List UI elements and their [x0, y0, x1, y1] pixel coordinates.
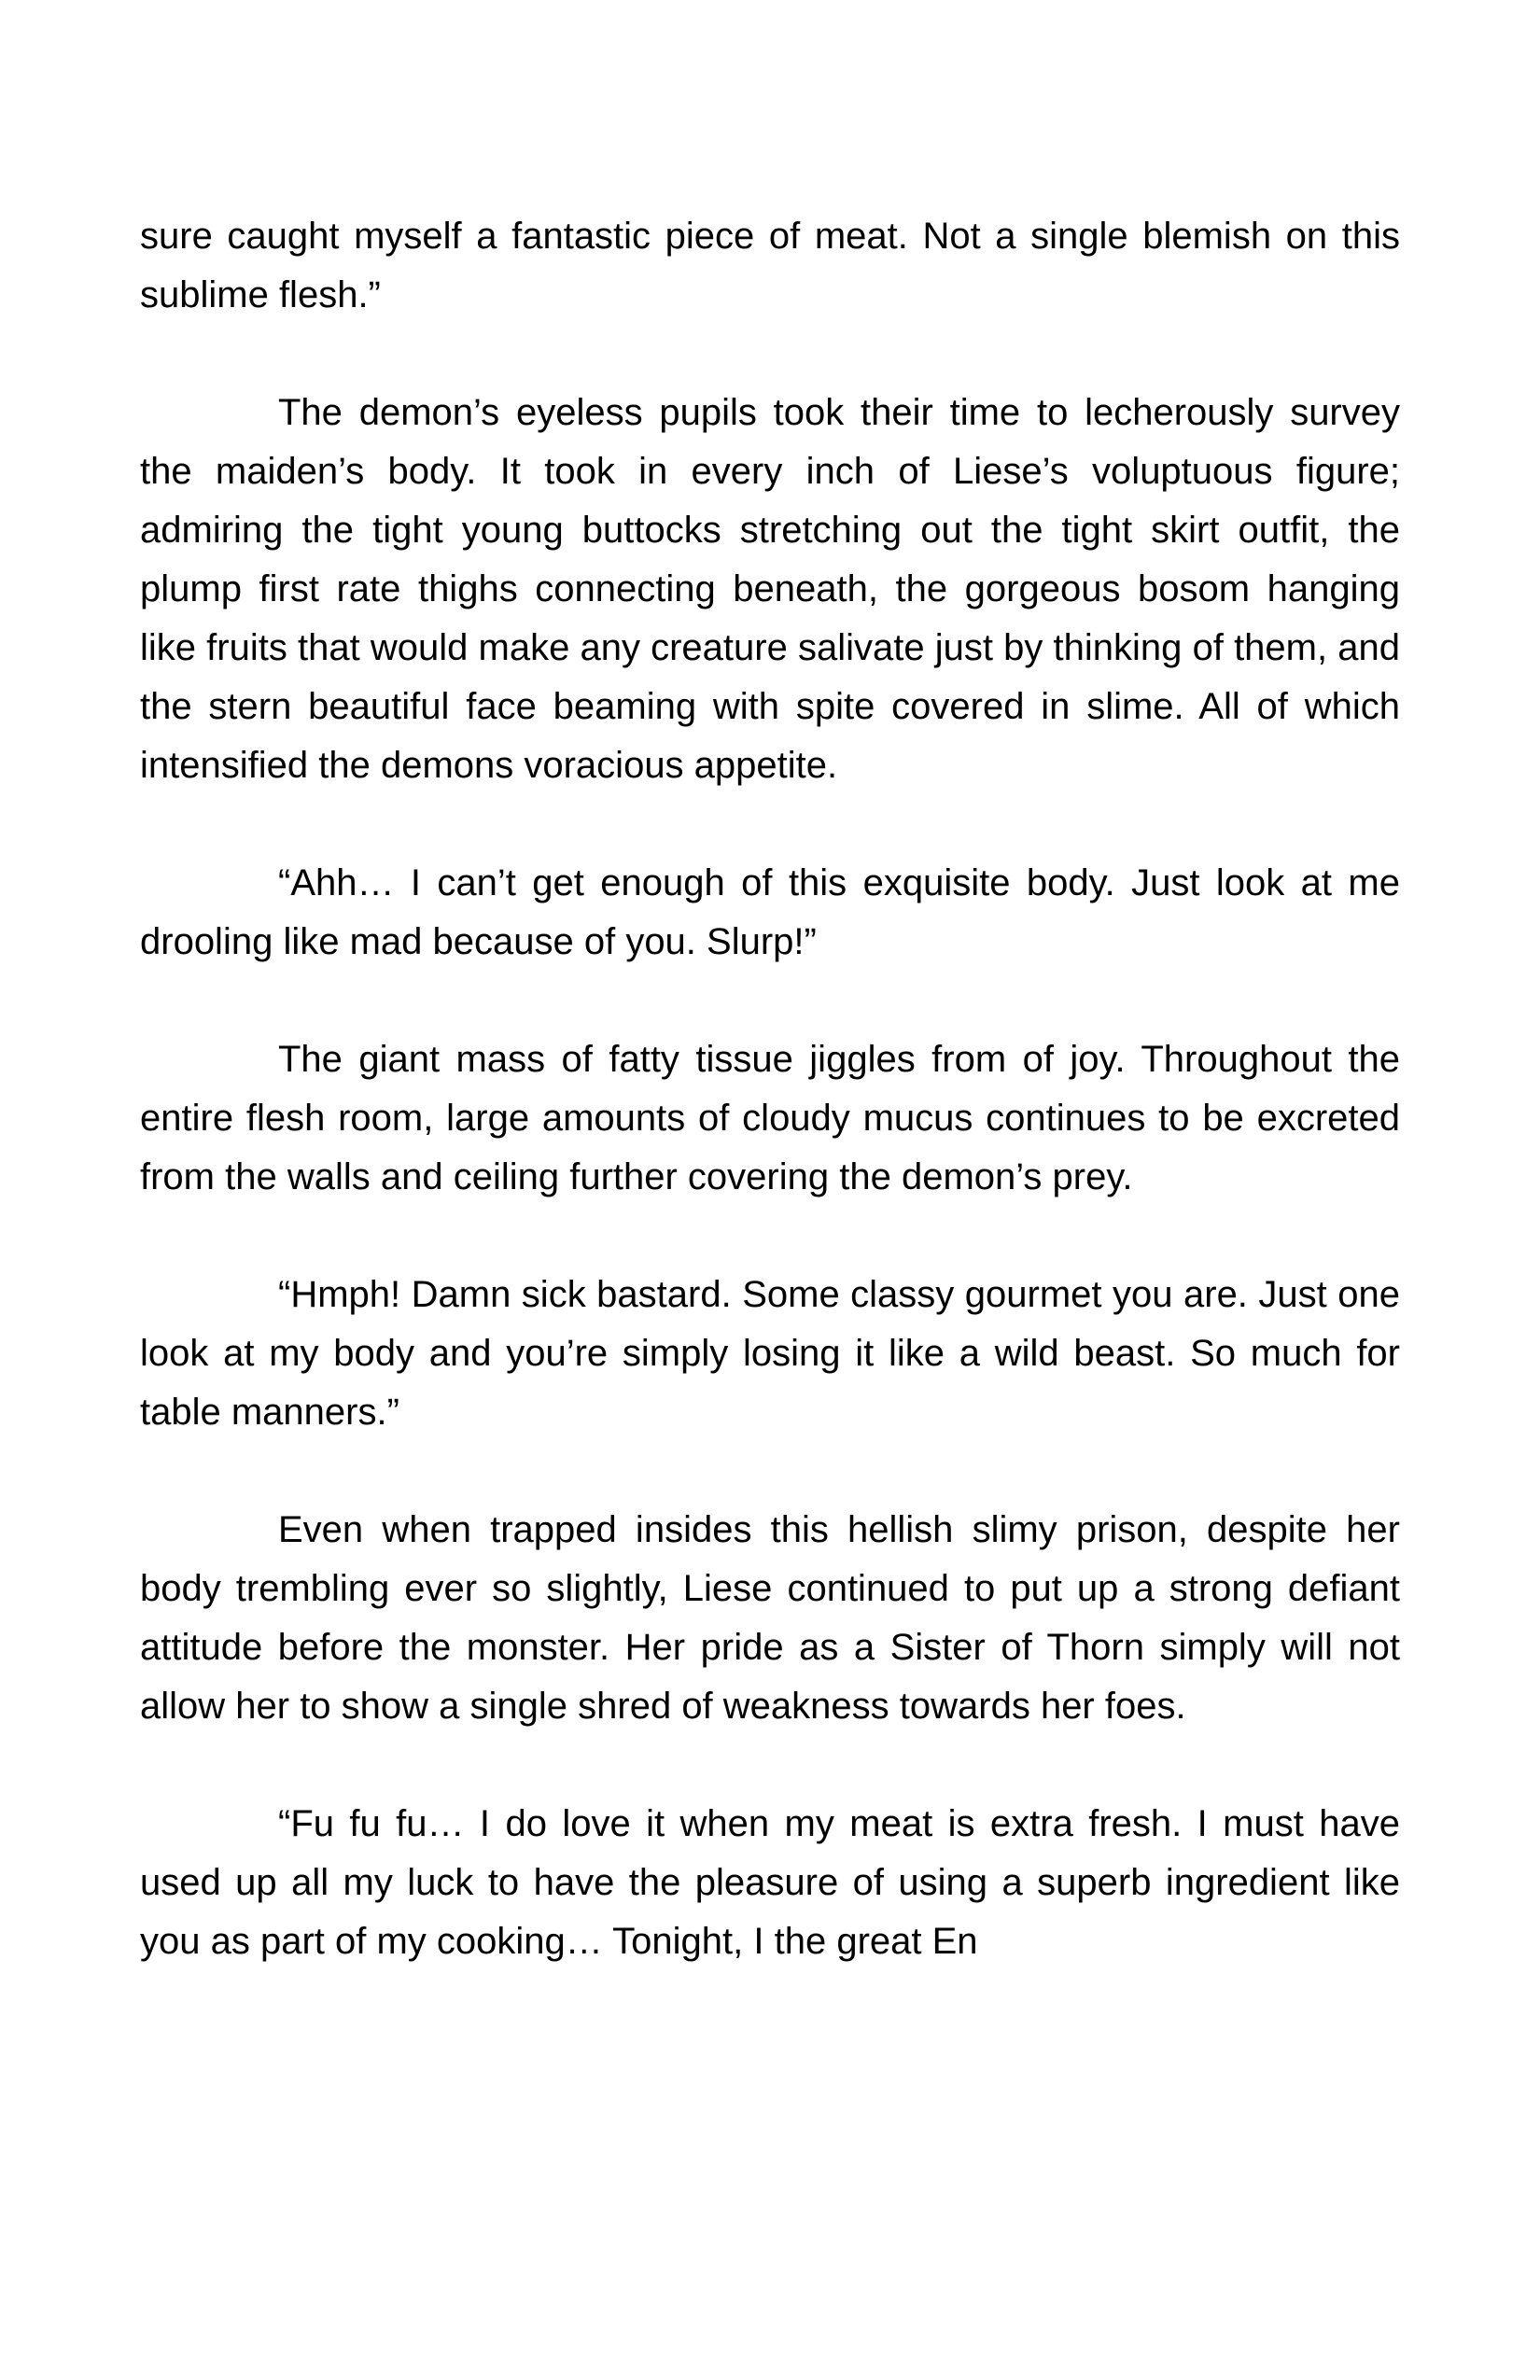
paragraph: The giant mass of fatty tissue jiggles from of joy. Throughout the entire flesh room, large amounts of cloudy mucus continues to be excreted from the walls and ceiling further covering the demon’s prey.: [140, 1039, 1400, 1197]
paragraph: sure caught myself a fantastic piece of meat. Not a single blemish on this sublime flesh.”: [140, 216, 1400, 315]
paragraph: The demon’s eyeless pupils took their time to lecherously survey the maiden’s body. It took in every inch of Liese’s voluptuous figure; admiring the tight young buttocks stretching out the tight skirt outfit, the plump first rate thighs connecting beneath, the gorgeous bosom hanging like fruits that would make any creature salivate just by thinking of them, and the stern beautiful face beaming with spite covered in slime. All of which intensified the demons voracious appetite.: [140, 392, 1400, 786]
paragraph: “Ahh… I can’t get enough of this exquisite body. Just look at me drooling like mad because of you. Slurp!”: [140, 862, 1400, 962]
paragraph: “Fu fu fu… I do love it when my meat is extra fresh. I must have used up all my luck to have the pleasure of using a superb ingredient like you as part of my cooking… Tonight, I the great En: [140, 1803, 1400, 1962]
paragraph: Even when trapped insides this hellish slimy prison, despite her body trembling ever so slightly, Liese continued to put up a strong defiant attitude before the monster. Her pride as a Sister of Thorn simply will not allow her to show a single shred of weakness towards her foes.: [140, 1509, 1400, 1727]
paragraph: “Hmph! Damn sick bastard. Some classy gourmet you are. Just one look at my body and you’re simply losing it like a wild beast. So much for table manners.”: [140, 1274, 1400, 1433]
text-body: [140, 207, 1400, 1971]
